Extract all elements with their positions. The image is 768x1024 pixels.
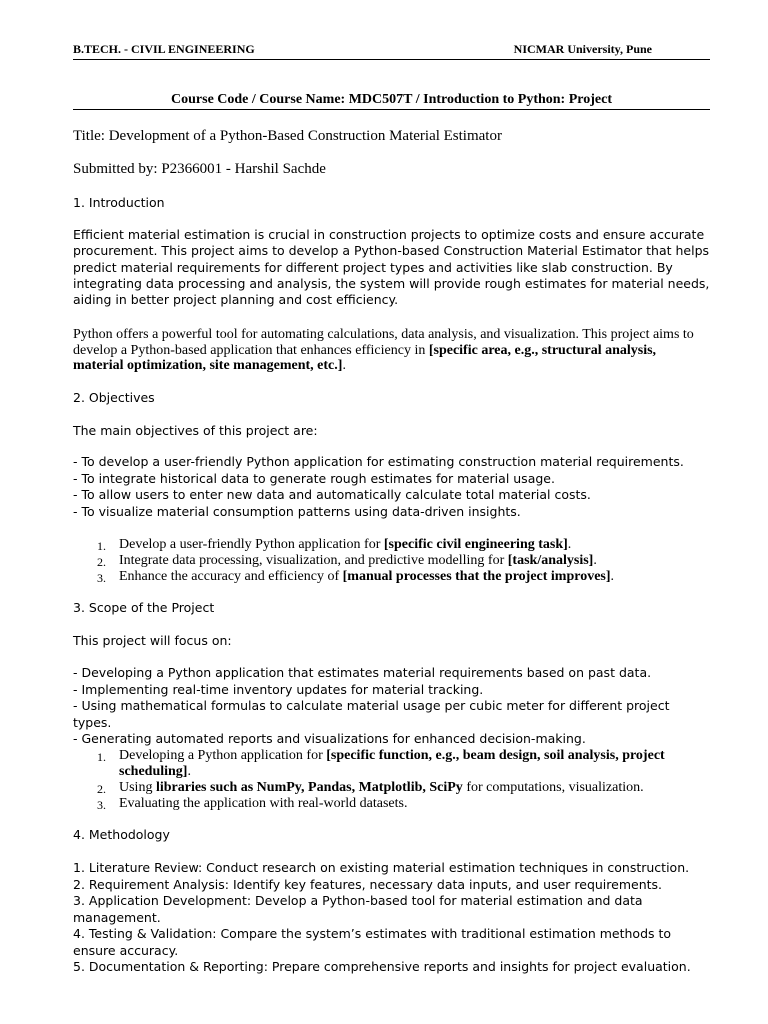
list-item: 3. Application Development: Develop a Python-based tool for material estimation and data management.: [73, 893, 643, 925]
project-title: Title: Development of a Python-Based Construction Material Estimator: [73, 128, 502, 144]
list-placeholder: [specific civil engineering task]: [383, 537, 568, 552]
list-text-end: .: [187, 764, 191, 779]
list-item: - Implementing real-time inventory updates for material tracking.: [73, 681, 484, 697]
list-text-end: .: [567, 537, 572, 552]
page-header: [73, 42, 710, 60]
list-item: [73, 553, 673, 569]
list-placeholder: libraries such as NumPy, Pandas, Matplotlib, SciPy: [155, 780, 463, 795]
list-item: [73, 748, 673, 780]
list-item: - Developing a Python application that estimates material requirements based on past data.: [73, 665, 652, 680]
course-title: Course Code / Course Name: MDC507T / Introduction to Python: Project: [73, 92, 710, 110]
list-number: 3.: [97, 571, 106, 585]
list-item: 2. Requirement Analysis: Identify key features, necessary data inputs, and user requirements.: [73, 876, 663, 892]
list-item: [73, 796, 673, 812]
list-number: 2.: [97, 555, 106, 569]
list-text: Evaluating the application with real-world datasets.: [119, 796, 408, 811]
submitted-by: Submitted by: P2366001 - Harshil Sachde: [73, 161, 326, 177]
list-item: [73, 537, 673, 553]
list-placeholder: [task/analysis]: [507, 553, 594, 568]
list-item: - Generating automated reports and visualizations for enhanced decision-making.: [73, 731, 586, 746]
header-university: NICMAR University, Pune: [513, 42, 652, 56]
list-item: [73, 780, 673, 796]
list-number: 1.: [97, 750, 106, 764]
intro-paragraph-2-placeholder: [specific area, e.g., structural analysis, material optimization, site management, etc.]: [73, 342, 657, 373]
objectives-bullet-list: [73, 454, 710, 520]
list-item: - To visualize material consumption patterns using data-driven insights.: [73, 503, 521, 519]
list-item: [73, 569, 673, 585]
list-item: - To integrate historical data to generate rough estimates for material usage.: [73, 470, 555, 486]
header-program: B.TECH. - CIVIL ENGINEERING: [73, 42, 255, 56]
objectives-lead: The main objectives of this project are:: [73, 423, 318, 438]
section-heading-methodology: 4. Methodology: [73, 827, 170, 842]
list-number: 2.: [97, 782, 106, 796]
list-item: 1. Literature Review: Conduct research on existing material estimation techniques in construction.: [73, 860, 690, 875]
intro-paragraph-2-end: .: [342, 358, 346, 373]
list-placeholder: [specific function, e.g., beam design, soil analysis, project scheduling]: [119, 748, 665, 779]
section-heading-objectives: 2. Objectives: [73, 390, 155, 405]
list-text-end: .: [610, 569, 615, 584]
list-text-end: .: [593, 553, 597, 568]
list-item: - To allow users to enter new data and automatically calculate total material costs.: [73, 487, 591, 502]
intro-paragraph-1: Efficient material estimation is crucial in construction projects to optimize costs and ensure accurate procurement. This project aims to develop a Python-based Construction Material Estimator that helps predict material requirements for different project types and activities like slab construction. By integrating data processing and analysis, the system will provide rough estimates for material needs, aiding in better project planning and cost efficiency.: [73, 227, 710, 308]
list-item: 5. Documentation & Reporting: Prepare comprehensive reports and insights for project evaluation.: [73, 959, 691, 974]
list-text: Develop a user-friendly Python application for: [119, 537, 384, 552]
list-number: 1.: [97, 539, 106, 553]
list-text: Developing a Python application for: [119, 748, 327, 763]
list-number: 3.: [97, 798, 106, 812]
scope-lead: This project will focus on:: [73, 633, 232, 648]
scope-bullet-list: [73, 665, 710, 748]
list-text: Using: [119, 780, 156, 795]
section-heading-scope: 3. Scope of the Project: [73, 600, 215, 615]
methodology-steps: [73, 860, 710, 976]
objectives-numbered-list: [73, 537, 673, 585]
intro-paragraph-2-text: Python offers a powerful tool for automating calculations, data analysis, and visualization. This project aims to develop a Python-based application that enhances efficiency in: [73, 327, 694, 358]
scope-numbered-list: [73, 748, 673, 812]
intro-paragraph-2: [73, 327, 710, 374]
list-text: Enhance the accuracy and efficiency of: [119, 569, 343, 584]
list-item: - To develop a user-friendly Python application for estimating construction material requirements.: [73, 454, 684, 469]
list-item: - Using mathematical formulas to calculate material usage per cubic meter for different project types.: [73, 698, 670, 730]
list-text: Integrate data processing, visualization, and predictive modelling for: [119, 553, 508, 568]
list-placeholder: [manual processes that the project improves]: [342, 569, 611, 584]
list-item: 4. Testing & Validation: Compare the system’s estimates with traditional estimation methods to ensure accuracy.: [73, 926, 672, 958]
list-text-end: for computations, visualization.: [462, 780, 644, 795]
section-heading-introduction: 1. Introduction: [73, 195, 165, 210]
